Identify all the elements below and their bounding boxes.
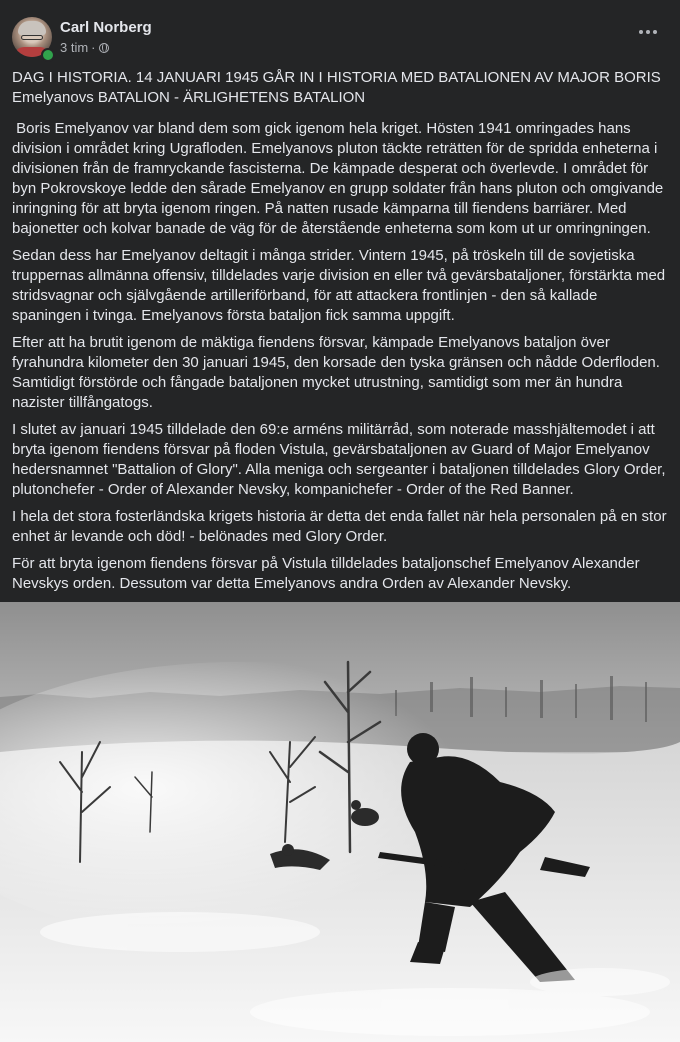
post-paragraph: Boris Emelyanov var bland dem som gick igenom hela kriget. Hösten 1941 omringades hans division i området kring Ugrafloden. Emelyanovs pluton täckte reträtten för de spridda enheterna i divisionen från de framryckande fascisterna. De kämpade desperat och överlevde. I området för byn Pokrovskoye ledde den sårade Emelyanov en grupp soldater från hans pluton och omgivande inringning för att bryta igenom ringen. På natten rusade kämparna till fiendens barriärer. Med bajonetter och kolvar banade de väg för de återstående enheterna som kom ut ur omringningen.: [12, 120, 668, 237]
post-header: [0, 4, 680, 64]
winter-battle-photo: [0, 602, 680, 1042]
post-paragraph: Sedan dess har Emelyanov deltagit i många strider. Vintern 1945, på tröskeln till de sovjetiska truppernas allmänna offensiv, tilldelades varje division en eller två gevärsbataljoner, förstärkta med stridsvagnar och självgående artilleriförband, för att attackera frontlinjen - den så kallade spaningen i tvinga. Emelyanovs första bataljon fick samma uppgift.: [12, 247, 666, 324]
author-name[interactable]: Carl Norberg: [60, 19, 152, 36]
post-paragraph: Efter att ha brutit igenom de mäktiga fiendens försvar, kämpade Emelyanovs bataljon över fyrahundra kilometer den 30 januari 1945, den korsade den tyska gränsen och nådde Oderfloden. Samtidigt förstörde och fångade bataljonen mycket utrustning, samtidigt som mer än hundra nazister tillfångatogs.: [12, 334, 660, 411]
more-dots-icon: [653, 30, 657, 34]
globe-icon[interactable]: [99, 43, 109, 53]
post-photo[interactable]: [0, 602, 680, 1042]
post-text: [0, 64, 680, 594]
more-dots-icon: [639, 30, 643, 34]
post-time[interactable]: 3 tim: [60, 40, 89, 55]
post-paragraph: I slutet av januari 1945 tilldelade den 69:e arméns militärråd, som noterade masshjältemodet i att bryta igenom fiendens försvar på floden Vistula, gevärsbataljonen av Guard of Major Emelyanov hedersnamnet "Battalion of Glory". Alla meniga och sergeanter i bataljonen tilldelades Glory Order, plutonchefer - Order of Alexander Nevsky, kompanichefer - Order of the Red Banner.: [12, 421, 666, 498]
post-headline: DAG I HISTORIA. 14 JANUARI 1945 GÅR IN I HISTORIA MED BATALIONEN AV MAJOR BORIS Emelyanovs BATALION - ÄRLIGHETENS BATALION: [12, 69, 661, 106]
avatar-hair: [18, 21, 46, 35]
more-dots-icon: [646, 30, 650, 34]
online-status-icon: [41, 48, 55, 62]
more-options-button[interactable]: [630, 20, 666, 44]
post-paragraph: I hela det stora fosterländska krigets historia är detta det enda fallet när hela personalen på en stor enhet är levande och död! - belönades med Glory Order.: [12, 508, 667, 545]
avatar-glasses: [21, 35, 43, 40]
post-meta: [60, 40, 109, 55]
meta-separator: ·: [91, 40, 96, 55]
post-paragraph: För att bryta igenom fiendens försvar på Vistula tilldelades bataljonschef Emelyanov Alexander Nevskys orden. Dessutom var detta Emelyanovs andra Orden av Alexander Nevsky.: [12, 555, 640, 592]
